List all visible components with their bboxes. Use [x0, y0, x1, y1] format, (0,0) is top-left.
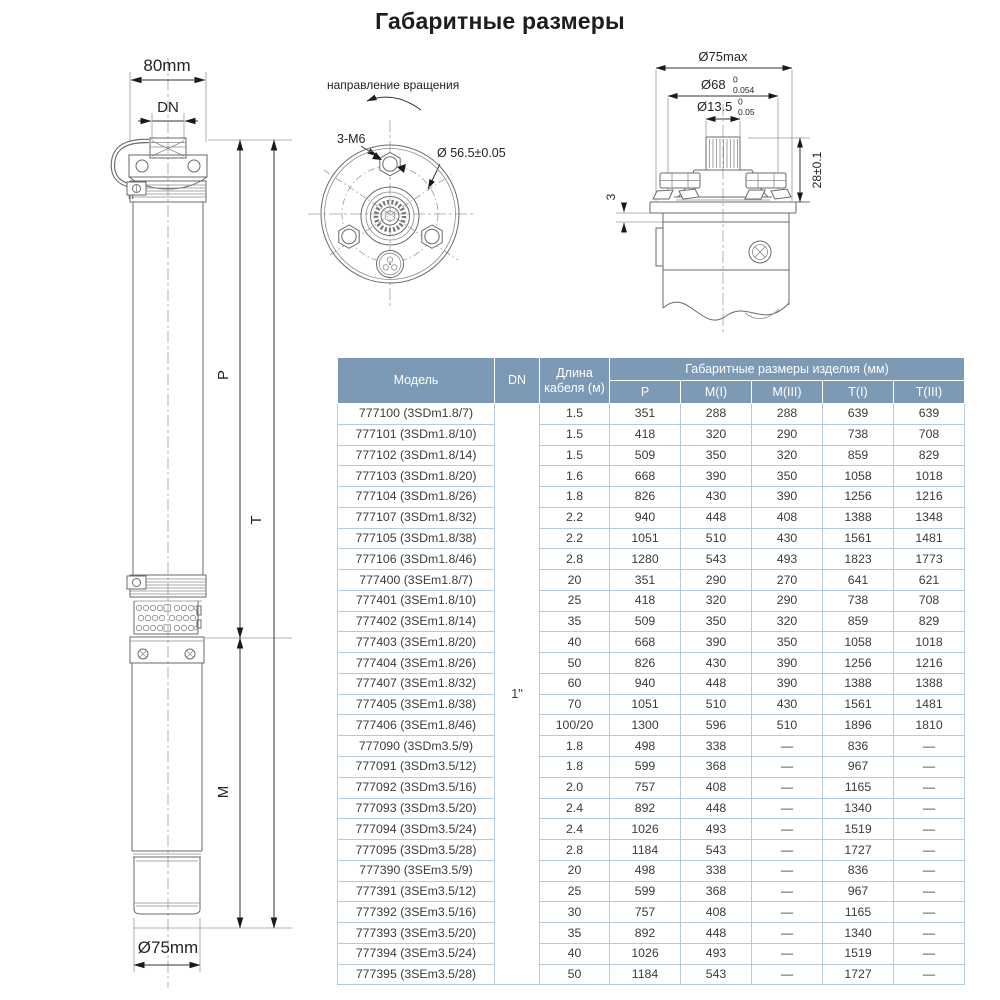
cable-length-cell: 40 [540, 632, 610, 653]
t3-cell: 708 [894, 424, 965, 445]
t3-cell: 1216 [894, 487, 965, 508]
p-cell: 940 [610, 507, 681, 528]
table-row [338, 590, 965, 611]
table-row [338, 404, 965, 425]
m3-cell: 320 [752, 611, 823, 632]
t1-cell: 859 [823, 611, 894, 632]
t3-cell: — [894, 923, 965, 944]
m3-cell: 408 [752, 507, 823, 528]
mounting-plate [650, 202, 810, 213]
t1-cell: 1340 [823, 798, 894, 819]
p-cell: 1051 [610, 528, 681, 549]
model-cell: 777401 (3SEm1.8/10) [338, 590, 495, 611]
model-cell: 777092 (3SDm3.5/16) [338, 777, 495, 798]
t3-cell: — [894, 840, 965, 861]
m3-cell: 290 [752, 590, 823, 611]
t3-cell: — [894, 881, 965, 902]
t3-cell: — [894, 798, 965, 819]
dim-t-label: T [248, 515, 265, 525]
t1-cell: 836 [823, 860, 894, 881]
col-header-p: P [610, 381, 681, 404]
m1-cell: 408 [681, 777, 752, 798]
m1-cell: 320 [681, 590, 752, 611]
dim-p-label: P [215, 369, 232, 381]
dim-28-label: 28±0.1 [810, 151, 824, 189]
m3-cell: 390 [752, 487, 823, 508]
table-row [338, 528, 965, 549]
table-row [338, 798, 965, 819]
dimension-dn [138, 99, 198, 140]
dimension-135 [697, 97, 755, 137]
table-row [338, 694, 965, 715]
dim-80mm-label: 80mm [143, 56, 191, 75]
cable-length-cell: 20 [540, 570, 610, 591]
p-cell: 509 [610, 445, 681, 466]
m3-cell: 350 [752, 466, 823, 487]
m1-cell: 288 [681, 404, 752, 425]
table-row [338, 777, 965, 798]
dimension-75mm [134, 918, 200, 972]
cable-length-cell: 2.8 [540, 840, 610, 861]
dim-m-label: M [215, 785, 232, 799]
flange-bolts [339, 152, 442, 248]
t3-cell: — [894, 777, 965, 798]
cable-length-cell: 1.8 [540, 757, 610, 778]
m1-cell: 510 [681, 694, 752, 715]
model-cell: 777407 (3SEm1.8/32) [338, 673, 495, 694]
t1-cell: 1340 [823, 923, 894, 944]
model-cell: 777393 (3SEm3.5/20) [338, 923, 495, 944]
cable-length-cell: 1.5 [540, 424, 610, 445]
m3-cell: — [752, 860, 823, 881]
t1-cell: 967 [823, 757, 894, 778]
m3-cell: — [752, 757, 823, 778]
cable-length-cell: 1.5 [540, 404, 610, 425]
cable-length-cell: 1.8 [540, 736, 610, 757]
model-cell: 777091 (3SDm3.5/12) [338, 757, 495, 778]
cable-length-cell: 1.5 [540, 445, 610, 466]
t3-cell: — [894, 819, 965, 840]
m1-cell: 448 [681, 798, 752, 819]
p-cell: 498 [610, 860, 681, 881]
p-cell: 826 [610, 487, 681, 508]
t3-cell: 829 [894, 445, 965, 466]
table-row [338, 466, 965, 487]
cable-length-cell: 70 [540, 694, 610, 715]
table-row [338, 549, 965, 570]
model-cell: 777404 (3SEm1.8/26) [338, 653, 495, 674]
p-cell: 668 [610, 632, 681, 653]
model-cell: 777104 (3SDm1.8/26) [338, 487, 495, 508]
p-cell: 940 [610, 673, 681, 694]
model-cell: 777093 (3SDm3.5/20) [338, 798, 495, 819]
dim-68-tol-lower: 0.054 [733, 85, 755, 95]
t3-cell: 1481 [894, 694, 965, 715]
m1-cell: 408 [681, 902, 752, 923]
t3-cell: 1481 [894, 528, 965, 549]
wing-nuts [653, 173, 791, 199]
p-cell: 1026 [610, 943, 681, 964]
cable-length-cell: 2.2 [540, 507, 610, 528]
table-row [338, 653, 965, 674]
m1-cell: 430 [681, 487, 752, 508]
table-body [338, 404, 965, 985]
p-cell: 1300 [610, 715, 681, 736]
m3-cell: — [752, 923, 823, 944]
m3-cell: 430 [752, 528, 823, 549]
t3-cell: — [894, 757, 965, 778]
p-cell: 1184 [610, 964, 681, 985]
model-cell: 777402 (3SEm1.8/14) [338, 611, 495, 632]
dim-75mm-label: Ø75mm [137, 938, 199, 957]
t3-cell: 1810 [894, 715, 965, 736]
t1-cell: 1561 [823, 528, 894, 549]
model-cell: 777094 (3SDm3.5/24) [338, 819, 495, 840]
t1-cell: 1388 [823, 507, 894, 528]
p-cell: 757 [610, 902, 681, 923]
col-header-dn: DN [495, 358, 540, 404]
cable-length-cell: 20 [540, 860, 610, 881]
m1-cell: 430 [681, 653, 752, 674]
t1-cell: 1388 [823, 673, 894, 694]
m3-cell: 288 [752, 404, 823, 425]
m1-cell: 543 [681, 840, 752, 861]
m1-cell: 493 [681, 819, 752, 840]
t3-cell: 1018 [894, 466, 965, 487]
m3-cell: 290 [752, 424, 823, 445]
dim-135-tol-lower: 0.05 [738, 107, 755, 117]
col-header-t1: T(I) [823, 381, 894, 404]
page-title: Габаритные размеры [375, 8, 625, 34]
m1-cell: 390 [681, 632, 752, 653]
cable-length-cell: 25 [540, 881, 610, 902]
t3-cell: 829 [894, 611, 965, 632]
table-header [338, 358, 965, 404]
cable-length-cell: 2.0 [540, 777, 610, 798]
model-cell: 777105 (3SDm1.8/38) [338, 528, 495, 549]
t1-cell: 1165 [823, 902, 894, 923]
t3-cell: — [894, 943, 965, 964]
p-cell: 826 [610, 653, 681, 674]
cable-length-cell: 2.8 [540, 549, 610, 570]
col-header-group: Габаритные размеры изделия (мм) [610, 358, 965, 381]
t1-cell: 1823 [823, 549, 894, 570]
model-cell: 777392 (3SEm3.5/16) [338, 902, 495, 923]
m1-cell: 368 [681, 757, 752, 778]
table-row [338, 715, 965, 736]
m1-cell: 510 [681, 528, 752, 549]
pump-outline [113, 138, 207, 914]
table-row [338, 611, 965, 632]
p-cell: 1051 [610, 694, 681, 715]
table-row [338, 757, 965, 778]
cable-length-cell: 2.4 [540, 819, 610, 840]
dn-value-cell: 1" [495, 404, 540, 985]
t1-cell: 1165 [823, 777, 894, 798]
col-header-m1: M(I) [681, 381, 752, 404]
table-row [338, 923, 965, 944]
table-row [338, 881, 965, 902]
table-row [338, 860, 965, 881]
cable-length-cell: 50 [540, 964, 610, 985]
table-row [338, 424, 965, 445]
m1-cell: 338 [681, 860, 752, 881]
model-cell: 777103 (3SDm1.8/20) [338, 466, 495, 487]
model-cell: 777394 (3SEm3.5/24) [338, 943, 495, 964]
t1-cell: 1256 [823, 653, 894, 674]
rotation-direction-label: направление вращения [327, 78, 460, 92]
p-cell: 1280 [610, 549, 681, 570]
m3-cell: — [752, 798, 823, 819]
cable-length-cell: 35 [540, 611, 610, 632]
cable-length-cell: 2.2 [540, 528, 610, 549]
t1-cell: 859 [823, 445, 894, 466]
t1-cell: 1727 [823, 964, 894, 985]
model-cell: 777090 (3SDm3.5/9) [338, 736, 495, 757]
m1-cell: 350 [681, 611, 752, 632]
dimension-ptm [133, 140, 292, 928]
strainer-holes [136, 605, 198, 631]
table-row [338, 570, 965, 591]
dim-135-label: Ø13.5 [697, 99, 733, 114]
t3-cell: — [894, 902, 965, 923]
m3-cell: — [752, 881, 823, 902]
t1-cell: 1519 [823, 819, 894, 840]
p-cell: 599 [610, 881, 681, 902]
m1-cell: 448 [681, 507, 752, 528]
t1-cell: 1519 [823, 943, 894, 964]
cable-length-cell: 2.4 [540, 798, 610, 819]
m1-cell: 543 [681, 964, 752, 985]
table-row [338, 964, 965, 985]
motor-top-body [656, 213, 789, 320]
m3-cell: 390 [752, 673, 823, 694]
table-row [338, 943, 965, 964]
t1-cell: 738 [823, 424, 894, 445]
pump-top-view-drawing [300, 72, 512, 312]
m1-cell: 448 [681, 923, 752, 944]
m3-cell: — [752, 902, 823, 923]
dimensions-table [337, 357, 965, 985]
t1-cell: 1256 [823, 487, 894, 508]
model-cell: 777405 (3SEm1.8/38) [338, 694, 495, 715]
m3-cell: — [752, 964, 823, 985]
t1-cell: 1561 [823, 694, 894, 715]
model-cell: 777400 (3SEm1.8/7) [338, 570, 495, 591]
t1-cell: 639 [823, 404, 894, 425]
m1-cell: 493 [681, 943, 752, 964]
t1-cell: 1058 [823, 466, 894, 487]
dim-68-label: Ø68 [701, 77, 726, 92]
pump-shaft-detail-drawing [600, 45, 840, 340]
table-row [338, 673, 965, 694]
cable-length-cell: 1.8 [540, 487, 610, 508]
m1-cell: 448 [681, 673, 752, 694]
pitch-diameter-label: Ø 56.5±0.05 [437, 146, 506, 160]
p-cell: 599 [610, 757, 681, 778]
cable-length-cell: 1.6 [540, 466, 610, 487]
table-row [338, 445, 965, 466]
m3-cell: 390 [752, 653, 823, 674]
dim-68-tol-upper: 0 [733, 74, 738, 85]
t3-cell: 1388 [894, 673, 965, 694]
t1-cell: 1058 [823, 632, 894, 653]
model-cell: 777391 (3SEm3.5/12) [338, 881, 495, 902]
p-cell: 509 [610, 611, 681, 632]
model-cell: 777406 (3SEm1.8/46) [338, 715, 495, 736]
m3-cell: — [752, 819, 823, 840]
table-row [338, 819, 965, 840]
dim-3-label: 3 [604, 193, 618, 201]
table-row [338, 632, 965, 653]
table-row [338, 487, 965, 508]
p-cell: 418 [610, 590, 681, 611]
dim-75max-label: Ø75max [698, 49, 748, 64]
p-cell: 498 [610, 736, 681, 757]
p-cell: 351 [610, 570, 681, 591]
m3-cell: — [752, 777, 823, 798]
p-cell: 418 [610, 424, 681, 445]
model-cell: 777095 (3SDm3.5/28) [338, 840, 495, 861]
t1-cell: 836 [823, 736, 894, 757]
m3-cell: 510 [752, 715, 823, 736]
m1-cell: 350 [681, 445, 752, 466]
t1-cell: 1896 [823, 715, 894, 736]
t3-cell: 708 [894, 590, 965, 611]
model-cell: 777101 (3SDm1.8/10) [338, 424, 495, 445]
t1-cell: 967 [823, 881, 894, 902]
col-header-t3: T(III) [894, 381, 965, 404]
cable-length-cell: 40 [540, 943, 610, 964]
t3-cell: — [894, 964, 965, 985]
m3-cell: — [752, 943, 823, 964]
t3-cell: 1018 [894, 632, 965, 653]
dim-135-tol-upper: 0 [738, 96, 743, 107]
cable-connector [377, 251, 404, 278]
p-cell: 892 [610, 923, 681, 944]
t3-cell: 1216 [894, 653, 965, 674]
table-row [338, 840, 965, 861]
model-cell: 777107 (3SDm1.8/32) [338, 507, 495, 528]
bolt-spec-label: 3-M6 [337, 132, 366, 146]
rotation-arrow [367, 97, 421, 110]
m1-cell: 543 [681, 549, 752, 570]
model-cell: 777403 (3SEm1.8/20) [338, 632, 495, 653]
table-row [338, 736, 965, 757]
cable-length-cell: 50 [540, 653, 610, 674]
m1-cell: 320 [681, 424, 752, 445]
model-cell: 777100 (3SDm1.8/7) [338, 404, 495, 425]
t1-cell: 1727 [823, 840, 894, 861]
m3-cell: 493 [752, 549, 823, 570]
p-cell: 351 [610, 404, 681, 425]
m3-cell: — [752, 840, 823, 861]
model-cell: 777390 (3SEm3.5/9) [338, 860, 495, 881]
p-cell: 892 [610, 798, 681, 819]
model-cell: 777106 (3SDm1.8/46) [338, 549, 495, 570]
cable-length-cell: 35 [540, 923, 610, 944]
t3-cell: 621 [894, 570, 965, 591]
pump-side-view-drawing [58, 45, 308, 990]
m1-cell: 338 [681, 736, 752, 757]
p-cell: 1026 [610, 819, 681, 840]
model-cell: 777395 (3SEm3.5/28) [338, 964, 495, 985]
t1-cell: 738 [823, 590, 894, 611]
col-header-m3: M(III) [752, 381, 823, 404]
cable-length-cell: 60 [540, 673, 610, 694]
table-row [338, 507, 965, 528]
cable-length-cell: 100/20 [540, 715, 610, 736]
cable-length-cell: 30 [540, 902, 610, 923]
col-header-model: Модель [338, 358, 495, 404]
col-header-cable: Длина кабеля (м) [540, 358, 610, 404]
m3-cell: 430 [752, 694, 823, 715]
t3-cell: 1348 [894, 507, 965, 528]
model-cell: 777102 (3SDm1.8/14) [338, 445, 495, 466]
m1-cell: 290 [681, 570, 752, 591]
p-cell: 757 [610, 777, 681, 798]
m3-cell: 350 [752, 632, 823, 653]
table-row [338, 902, 965, 923]
t3-cell: — [894, 860, 965, 881]
m3-cell: 270 [752, 570, 823, 591]
p-cell: 1184 [610, 840, 681, 861]
m1-cell: 596 [681, 715, 752, 736]
m3-cell: — [752, 736, 823, 757]
t3-cell: 1773 [894, 549, 965, 570]
m1-cell: 390 [681, 466, 752, 487]
cable-length-cell: 25 [540, 590, 610, 611]
p-cell: 668 [610, 466, 681, 487]
t3-cell: 639 [894, 404, 965, 425]
t1-cell: 641 [823, 570, 894, 591]
m1-cell: 368 [681, 881, 752, 902]
m3-cell: 320 [752, 445, 823, 466]
dim-dn-label: DN [157, 99, 179, 116]
t3-cell: — [894, 736, 965, 757]
